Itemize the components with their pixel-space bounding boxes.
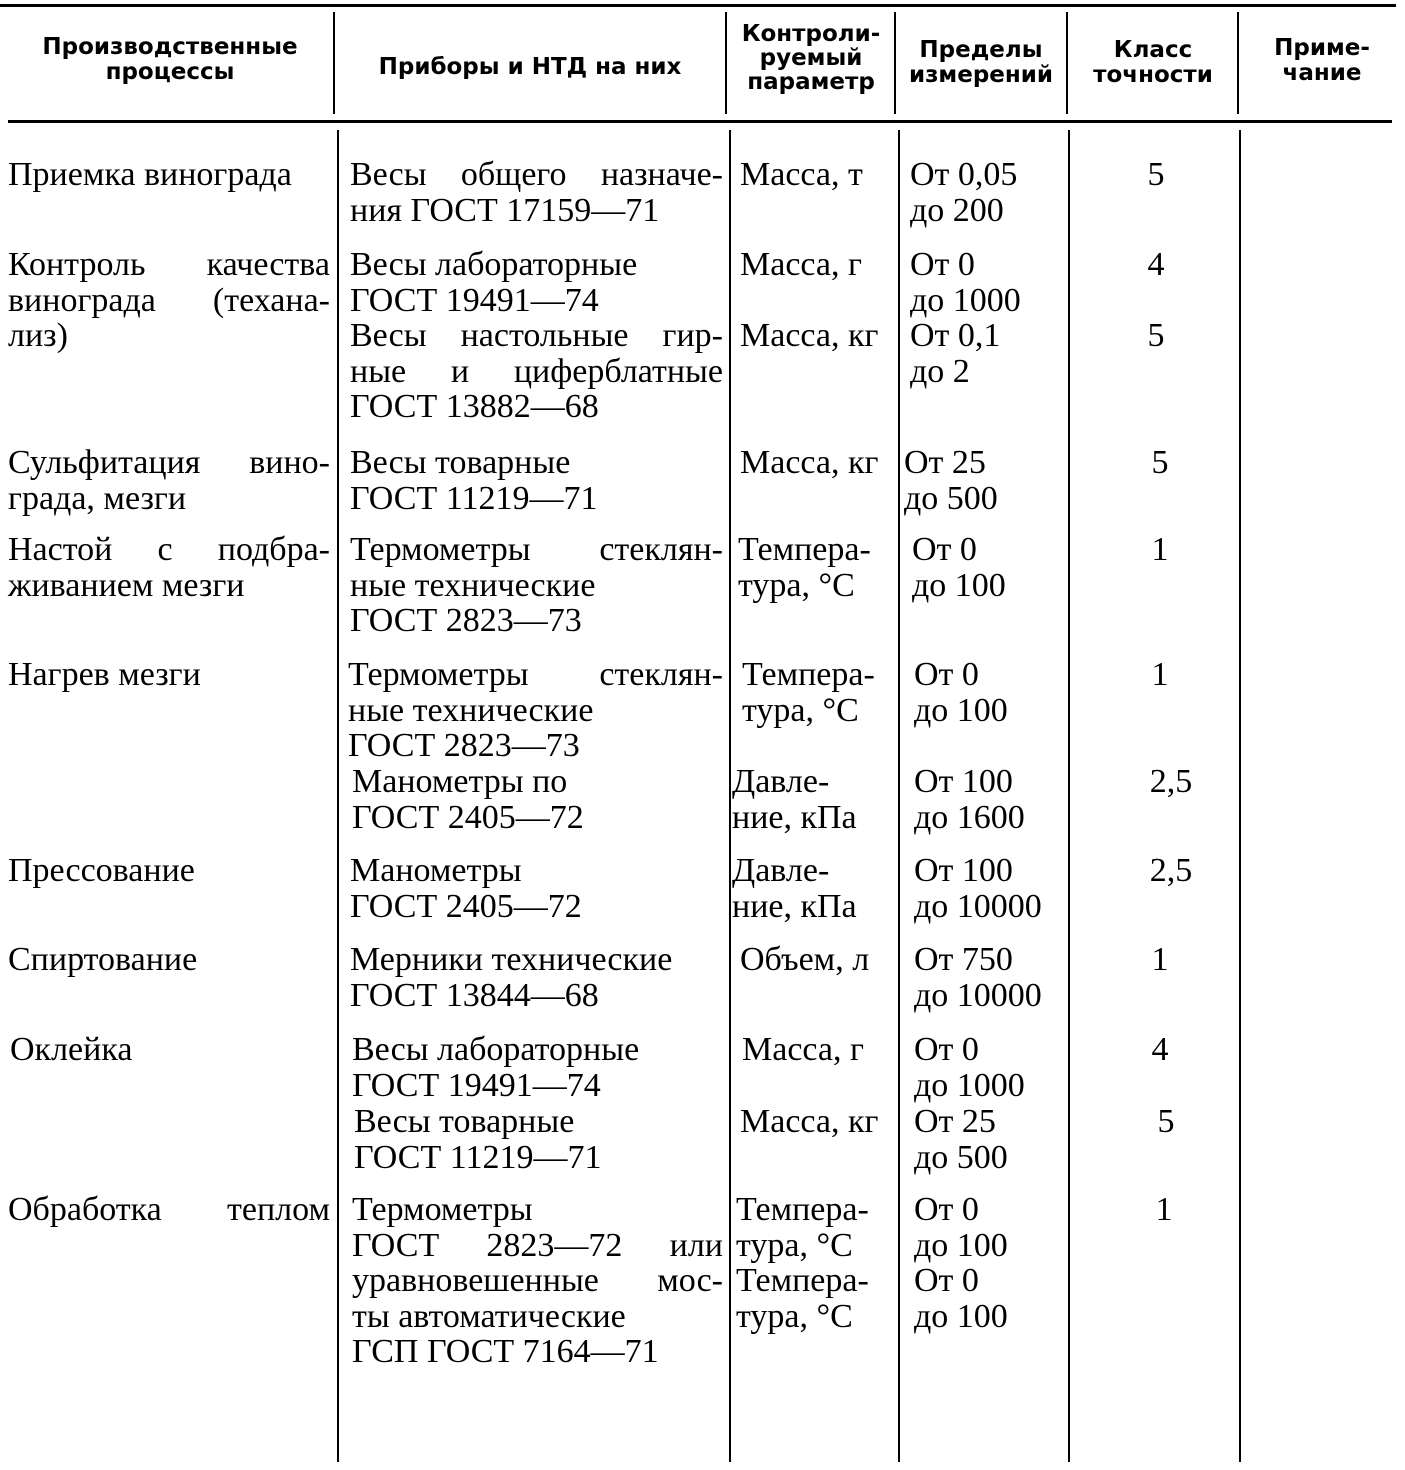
device-cell: Весы настольные гир- ные и циферблатные ГОСТ 13882—68 [350, 317, 723, 425]
param-cell: Масса, г [740, 246, 862, 283]
column-divider [898, 130, 900, 1462]
range-cell: От 0,05 до 200 [910, 156, 1018, 229]
process-cell: Обработка теплом [8, 1191, 330, 1228]
header-process: Производственные процессы [42, 34, 298, 85]
accuracy-cell: 2,5 [1149, 763, 1193, 800]
device-cell: Мерники технические ГОСТ 13844—68 [350, 941, 673, 1014]
accuracy-cell: 5 [1157, 1103, 1175, 1140]
column-divider [1239, 130, 1241, 1462]
device-cell: Весы товарные ГОСТ 11219—71 [354, 1103, 602, 1176]
accuracy-cell: 1 [1151, 531, 1169, 568]
process-cell: Оклейка [10, 1031, 133, 1068]
column-divider [894, 12, 896, 114]
range-cell: От 25 до 500 [914, 1103, 1008, 1176]
param-cell: Темпера- тура, °С Темпера- тура, °С [736, 1191, 869, 1335]
accuracy-cell: 1 [1151, 656, 1169, 693]
device-cell: Термометры стеклян- ные технические ГОСТ 2823—73 [348, 656, 723, 764]
column-divider [725, 12, 727, 114]
process-cell: Спиртование [8, 941, 198, 978]
param-cell: Давле- ние, кПа [732, 852, 857, 925]
param-cell: Масса, кг [740, 444, 879, 481]
device-cell: Весы лабораторные ГОСТ 19491—74 [350, 246, 638, 319]
param-cell: Давле- ние, кПа [732, 763, 857, 836]
accuracy-cell: 4 [1147, 246, 1165, 283]
device-cell: Весы товарные ГОСТ 11219—71 [350, 444, 598, 517]
header-bottom-rule [8, 120, 1392, 123]
param-cell: Масса, кг [740, 317, 879, 354]
header-range: Пределы измерений [908, 37, 1054, 88]
accuracy-cell: 5 [1147, 317, 1165, 354]
param-cell: Темпера- тура, °С [742, 656, 875, 729]
accuracy-cell: 4 [1151, 1031, 1169, 1068]
column-divider [729, 130, 731, 1462]
header-param: Контроли- руемый параметр [741, 21, 881, 95]
range-cell: От 0 до 100 [914, 656, 1008, 729]
device-cell: Весы общего назначе- ния ГОСТ 17159—71 [350, 156, 723, 229]
param-cell: Темпера- тура, °С [738, 531, 871, 604]
range-cell: От 0,1 до 2 [910, 317, 1001, 390]
column-divider [1066, 12, 1068, 114]
param-cell: Масса, т [740, 156, 863, 193]
range-cell: От 750 до 10000 [914, 941, 1042, 1014]
process-cell: Контроль качества винограда (техана- лиз) [8, 246, 330, 354]
range-cell: От 25 до 500 [904, 444, 998, 517]
range-cell: От 0 до 1000 [914, 1031, 1025, 1104]
header-note: Приме- чание [1274, 35, 1370, 86]
process-cell: Настой с подбра- живанием мезги [8, 531, 330, 604]
range-cell: От 0 до 1000 [910, 246, 1021, 319]
column-divider [1068, 130, 1070, 1462]
column-divider [1237, 12, 1239, 114]
range-cell: От 0 до 100 От 0 до 100 [914, 1191, 1008, 1335]
device-cell: Весы лабораторные ГОСТ 19491—74 [352, 1031, 640, 1104]
accuracy-cell: 1 [1155, 1191, 1173, 1228]
device-cell: Термометры стеклян- ные технические ГОСТ 2823—73 [350, 531, 723, 639]
accuracy-cell: 5 [1151, 444, 1169, 481]
process-cell: Приемка винограда [8, 156, 292, 193]
param-cell: Объем, л [740, 941, 870, 978]
param-cell: Масса, кг [740, 1103, 879, 1140]
range-cell: От 100 до 1600 [914, 763, 1025, 836]
range-cell: От 0 до 100 [912, 531, 1006, 604]
header-device: Приборы и НТД на них [378, 54, 682, 80]
device-cell: Манометры ГОСТ 2405—72 [350, 852, 582, 925]
top-rule [0, 4, 1396, 7]
device-cell: Манометры по ГОСТ 2405—72 [352, 763, 584, 836]
accuracy-cell: 2,5 [1149, 852, 1193, 889]
header-accuracy: Класс точности [1093, 37, 1213, 88]
device-cell: Термометры ГОСТ 2823—72 или уравновешенные мос- ты автоматические ГСП ГОСТ 7164—71 [352, 1191, 723, 1370]
accuracy-cell: 5 [1147, 156, 1165, 193]
range-cell: От 100 до 10000 [914, 852, 1042, 925]
process-cell: Нагрев мезги [8, 656, 201, 693]
param-cell: Масса, г [742, 1031, 864, 1068]
column-divider [337, 130, 339, 1462]
process-cell: Сульфитация вино- града, мезги [8, 444, 330, 517]
column-divider [333, 12, 335, 114]
accuracy-cell: 1 [1151, 941, 1169, 978]
process-cell: Прессование [8, 852, 195, 889]
